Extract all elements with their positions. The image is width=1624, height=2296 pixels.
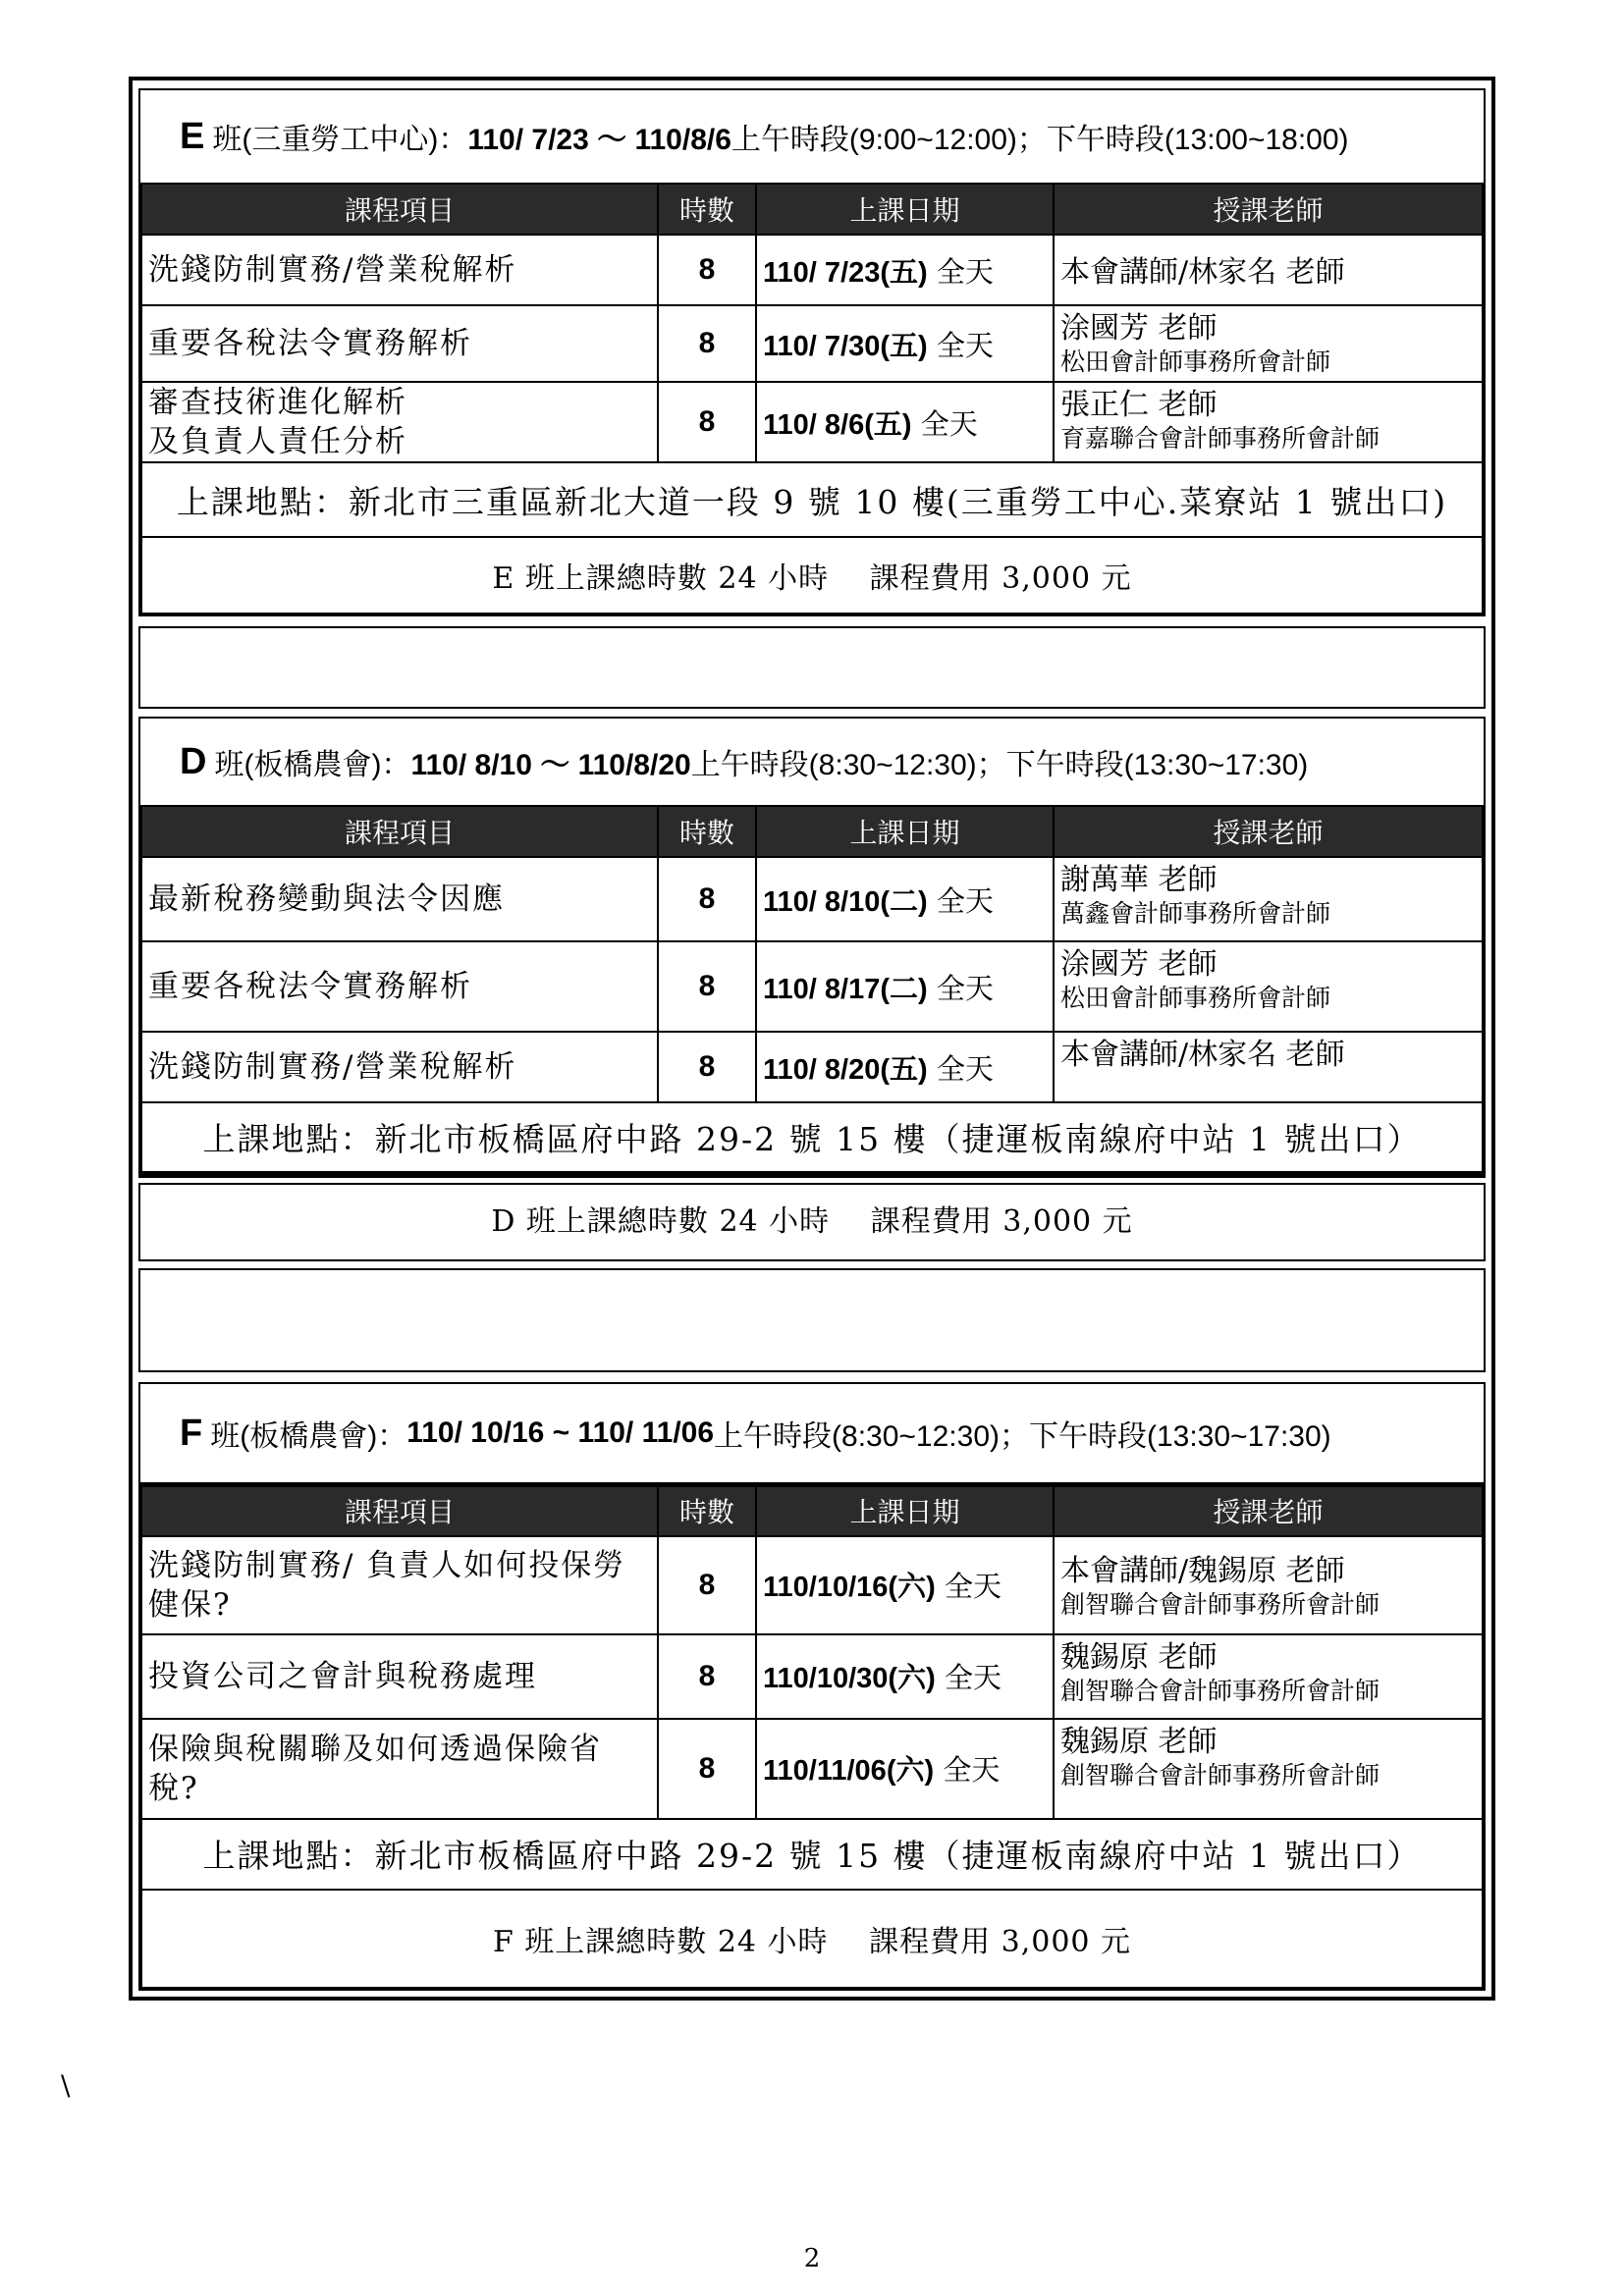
teacher-firm: 萬鑫會計師事務所會計師 (1060, 899, 1331, 928)
class-date-range: 110/ 8/10 ～ 110/8/20 (410, 749, 691, 781)
course-date: 110/ 7/30(五) (763, 330, 928, 362)
class-time-slots: 上午時段(9:00~12:00)；下午時段(13:00~18:00) (731, 124, 1349, 156)
teacher-name: 涂國芳 老師 (1060, 947, 1218, 982)
course-item: 洗錢防制實務/ 負責人如何投保勞健保? (141, 1536, 658, 1634)
spacer-block (138, 626, 1486, 709)
course-day: 全天 (943, 1753, 1001, 1787)
header-teacher: 授課老師 (1054, 1485, 1483, 1536)
class-date-range: 110/ 7/23 ～ 110/8/6 (467, 124, 731, 156)
course-hours: 8 (658, 1032, 756, 1102)
class-time-slots: 上午時段(8:30~12:30)；下午時段(13:30~17:30) (714, 1420, 1331, 1453)
course-table (140, 805, 1484, 1176)
course-hours: 8 (658, 1536, 756, 1634)
header-item: 課程項目 (141, 1485, 658, 1536)
course-hours: 8 (658, 305, 756, 382)
class-letter: F (180, 1412, 203, 1454)
section-header (140, 1384, 1484, 1482)
section-d (138, 717, 1486, 1178)
location: 上課地點：新北市板橋區府中路 29-2 號 15 樓（捷運板南線府中站 1 號出口） (141, 1102, 1483, 1173)
class-venue: 班(板橋農會)： (214, 749, 411, 781)
course-item: 洗錢防制實務/營業稅解析 (141, 235, 658, 305)
teacher-name: 魏錫原 老師 (1060, 1639, 1218, 1675)
total-summary: E 班上課總時數 24 小時 課程費用 3,000 元 (141, 537, 1483, 614)
course-day: 全天 (936, 971, 994, 1005)
teacher-name: 本會講師/林家名 老師 (1060, 255, 1345, 290)
course-hours: 8 (658, 382, 756, 462)
header-date: 上課日期 (756, 1485, 1054, 1536)
section-header (140, 719, 1484, 805)
table-row (141, 1634, 1483, 1719)
section-e (138, 88, 1486, 616)
course-date: 110/ 7/23(五) (763, 256, 928, 289)
course-item: 重要各稅法令實務解析 (141, 941, 658, 1032)
course-day: 全天 (936, 1051, 994, 1086)
header-item: 課程項目 (141, 184, 658, 235)
page-number: 2 (803, 2244, 821, 2273)
class-venue: 班(三重勞工中心)： (212, 124, 468, 156)
stray-mark: \ (61, 2069, 71, 2102)
teacher-firm: 創智聯合會計師事務所會計師 (1060, 1760, 1380, 1789)
teacher-firm: 創智聯合會計師事務所會計師 (1060, 1676, 1380, 1705)
teacher-name: 張正仁 老師 (1060, 388, 1218, 422)
course-date: 110/10/16(六) (763, 1572, 936, 1603)
table-row (141, 1536, 1483, 1634)
course-date: 110/ 8/17(二) (763, 973, 928, 1005)
class-venue: 班(板橋農會)： (210, 1420, 407, 1453)
course-item: 審查技術進化解析 及負責人責任分析 (141, 382, 658, 462)
total-summary: D 班上課總時數 24 小時 課程費用 3,000 元 (491, 1204, 1133, 1239)
course-date: 110/ 8/10(二) (763, 885, 928, 918)
course-item: 重要各稅法令實務解析 (141, 305, 658, 382)
teacher-name: 謝萬華 老師 (1060, 863, 1218, 897)
course-day: 全天 (936, 883, 994, 918)
class-letter: E (180, 115, 205, 157)
spacer-block (138, 1268, 1486, 1372)
teacher-name: 涂國芳 老師 (1060, 311, 1218, 346)
course-item: 洗錢防制實務/營業稅解析 (141, 1032, 658, 1102)
header-date: 上課日期 (756, 184, 1054, 235)
section-f (138, 1382, 1486, 1991)
table-row (141, 1032, 1483, 1102)
class-date-range: 110/ 10/16 ~ 110/ 11/06 (406, 1416, 715, 1449)
course-day: 全天 (920, 406, 978, 441)
teacher-firm: 松田會計師事務所會計師 (1060, 347, 1331, 376)
teacher-name: 本會講師/魏錫原 老師 (1060, 1553, 1345, 1588)
course-item: 投資公司之會計與稅務處理 (141, 1634, 658, 1719)
course-hours: 8 (658, 1634, 756, 1719)
location: 上課地點：新北市板橋區府中路 29-2 號 15 樓（捷運板南線府中站 1 號出口） (141, 1819, 1483, 1890)
class-time-slots: 上午時段(8:30~12:30)；下午時段(13:30~17:30) (690, 749, 1309, 781)
teacher-firm: 創智聯合會計師事務所會計師 (1060, 1589, 1380, 1619)
course-table (140, 1482, 1484, 1989)
teacher-firm: 育嘉聯合會計師事務所會計師 (1060, 424, 1380, 453)
table-row (141, 235, 1483, 305)
course-item: 最新稅務變動與法令因應 (141, 857, 658, 941)
total-summary: F 班上課總時數 24 小時 課程費用 3,000 元 (141, 1890, 1483, 1988)
course-day: 全天 (944, 1570, 1001, 1603)
table-row (141, 1719, 1483, 1819)
course-day: 全天 (936, 328, 994, 362)
course-table (140, 183, 1484, 614)
course-date: 110/ 8/20(五) (763, 1053, 928, 1086)
teacher-name: 魏錫原 老師 (1060, 1724, 1218, 1759)
total-block (138, 1183, 1486, 1261)
header-teacher: 授課老師 (1054, 184, 1483, 235)
course-date: 110/11/06(六) (763, 1755, 935, 1787)
course-date: 110/ 8/6(五) (763, 408, 912, 441)
course-day: 全天 (944, 1661, 1001, 1694)
teacher-name: 本會講師/林家名 老師 (1060, 1038, 1345, 1072)
header-hours: 時數 (658, 806, 756, 857)
course-item: 保險與稅關聯及如何透過保險省稅? (141, 1719, 658, 1819)
header-hours: 時數 (658, 184, 756, 235)
teacher-firm: 松田會計師事務所會計師 (1060, 984, 1331, 1012)
class-letter: D (180, 740, 207, 782)
location: 上課地點：新北市三重區新北大道一段 9 號 10 樓(三重勞工中心.菜寮站 1 號出口) (141, 462, 1483, 537)
course-hours: 8 (658, 235, 756, 305)
table-row (141, 941, 1483, 1032)
course-date: 110/10/30(六) (763, 1663, 936, 1694)
header-item: 課程項目 (141, 806, 658, 857)
table-row (141, 305, 1483, 382)
course-hours: 8 (658, 941, 756, 1032)
table-row (141, 382, 1483, 462)
header-date: 上課日期 (756, 806, 1054, 857)
header-teacher: 授課老師 (1054, 806, 1483, 857)
course-hours: 8 (658, 1719, 756, 1819)
course-hours: 8 (658, 857, 756, 941)
table-row (141, 857, 1483, 941)
header-hours: 時數 (658, 1485, 756, 1536)
section-header (140, 90, 1484, 183)
course-day: 全天 (936, 254, 994, 289)
